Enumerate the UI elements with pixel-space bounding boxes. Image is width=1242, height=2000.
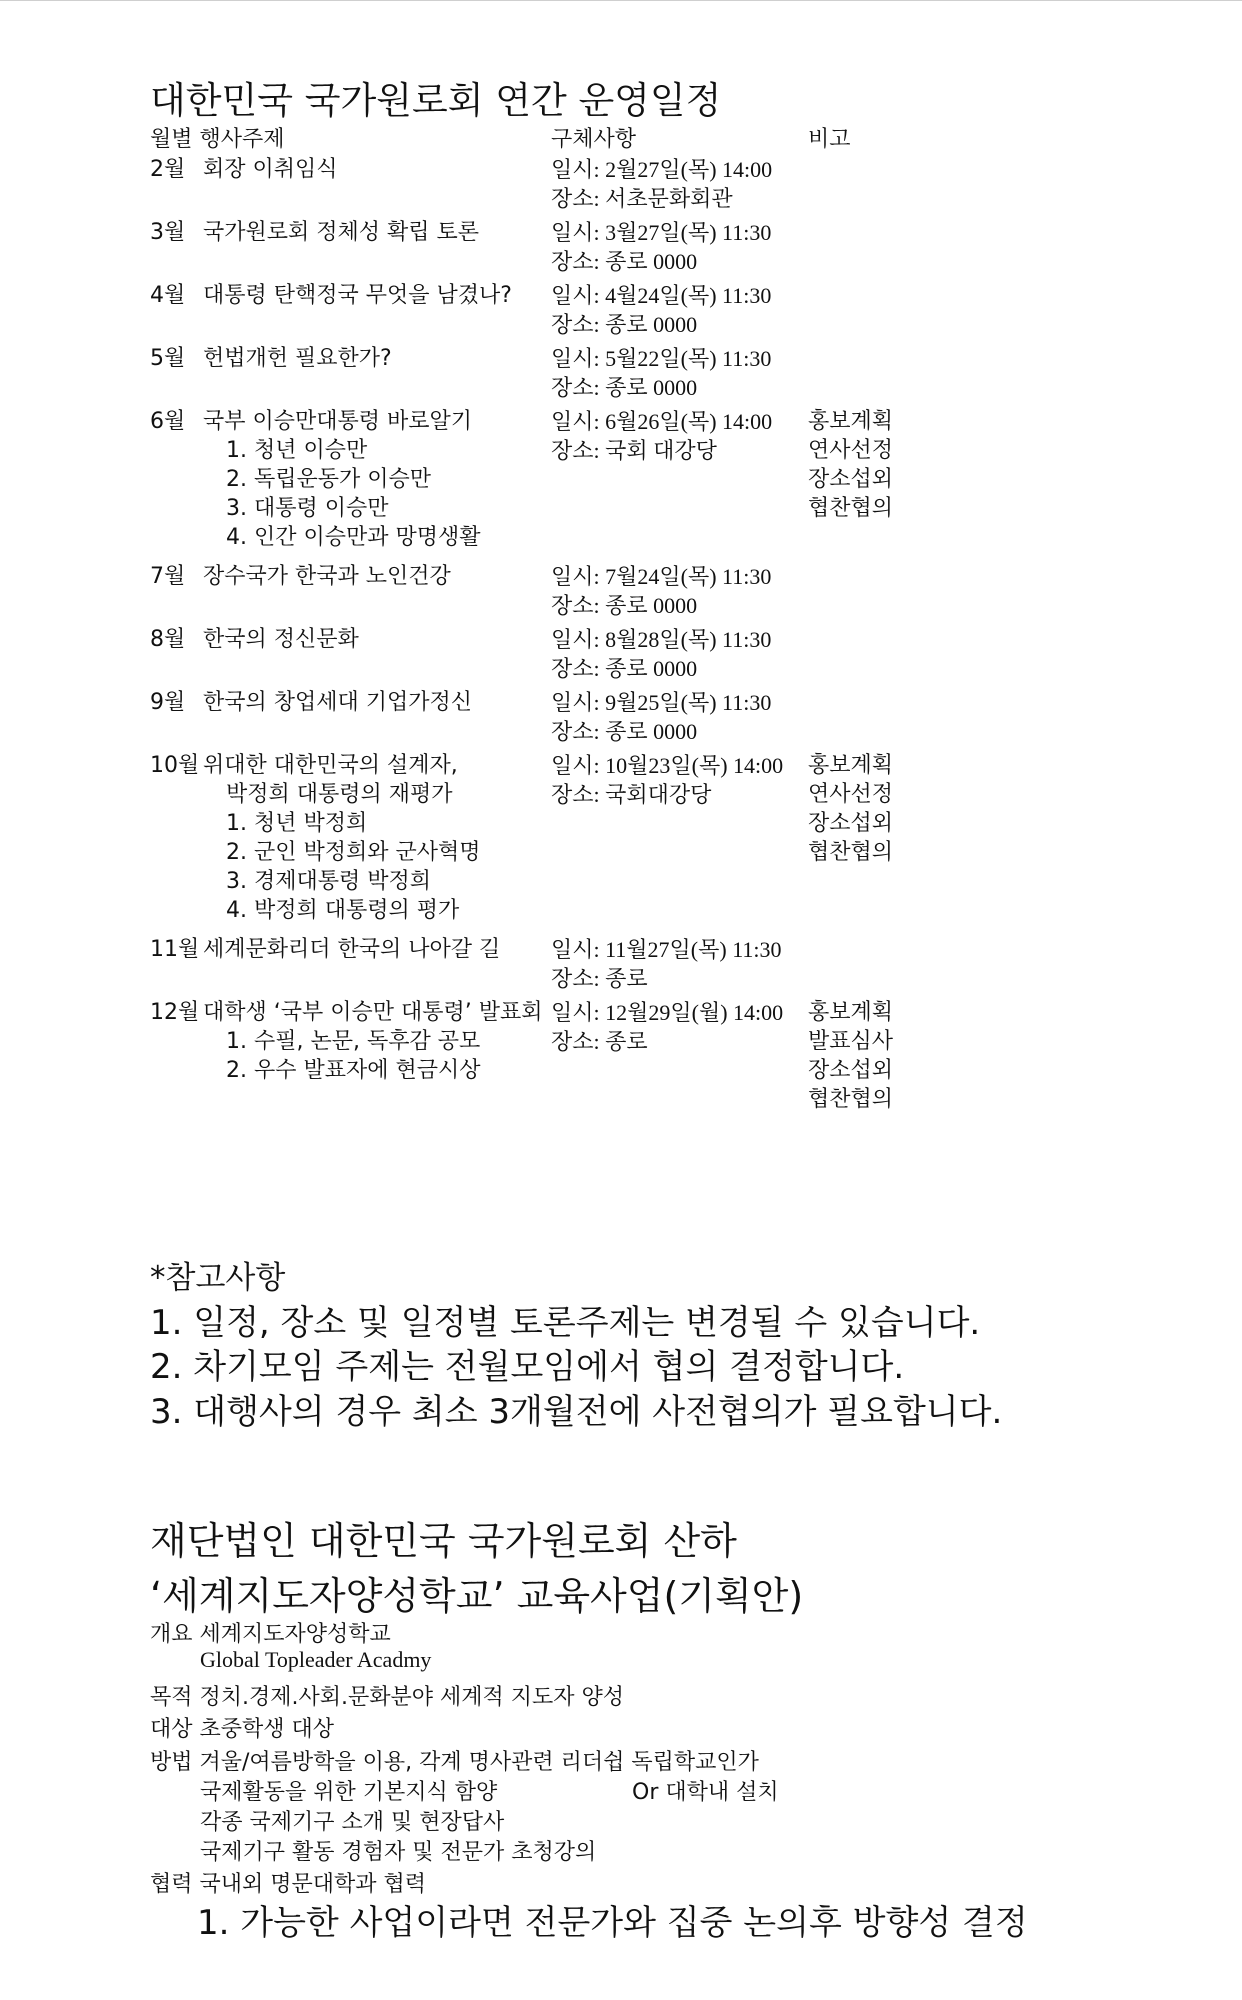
row-theme: 한국의 정신문화 <box>203 627 359 652</box>
note-2: 2. 차기모임 주제는 전월모임에서 협의 결정합니다. <box>150 1347 905 1387</box>
row-month: 8월 <box>150 627 186 652</box>
row-theme: 위대한 대한민국의 설계자, <box>203 753 458 778</box>
row-venue: 장소: 종로 <box>551 966 648 991</box>
row-datetime: 일시: 3월27일(목) 11:30 <box>551 220 772 245</box>
business-overview: 개요 세계지도자양성학교 <box>150 1622 391 1647</box>
row-subitem: 1. 수필, 논문, 독후감 공모 <box>226 1029 481 1054</box>
row-subitem: 1. 청년 박정희 <box>226 811 368 836</box>
note-1: 1. 일정, 장소 및 일정별 토론주제는 변경될 수 있습니다. <box>150 1303 981 1343</box>
row-theme: 대통령 탄핵정국 무엇을 남겼나? <box>203 283 512 308</box>
row-remark: 협찬협의 <box>808 1087 894 1112</box>
row-month: 3월 <box>150 220 186 245</box>
row-subitem: 3. 경제대통령 박정희 <box>226 869 431 894</box>
row-month: 10월 <box>150 753 200 778</box>
row-subitem: 2. 우수 발표자에 현금시상 <box>226 1058 481 1083</box>
row-venue: 장소: 종로 0000 <box>551 375 698 400</box>
row-datetime: 일시: 2월27일(목) 14:00 <box>551 157 773 182</box>
row-venue: 장소: 서초문화회관 <box>551 186 733 211</box>
row-datetime: 일시: 5월22일(목) 11:30 <box>551 346 772 371</box>
business-english-name: Global Topleader Acadmy <box>200 1647 432 1672</box>
row-venue: 장소: 종로 0000 <box>551 656 698 681</box>
row-remark: 장소섭외 <box>808 467 894 492</box>
row-remark: 홍보계획 <box>808 753 894 778</box>
business-method-line4: 국제기구 활동 경험자 및 전문가 초청강의 <box>200 1840 597 1865</box>
header-remark: 비고 <box>808 127 851 152</box>
top-border <box>0 0 1242 1</box>
row-remark: 장소섭외 <box>808 1058 894 1083</box>
notes-title: *참고사항 <box>150 1260 286 1296</box>
row-datetime: 일시: 12월29일(월) 14:00 <box>551 1000 784 1025</box>
row-remark: 연사선정 <box>808 438 894 463</box>
row-theme: 국가원로회 정체성 확립 토론 <box>203 220 480 245</box>
row-subitem: 2. 군인 박정희와 군사혁명 <box>226 840 481 865</box>
row-month: 6월 <box>150 409 186 434</box>
row-datetime: 일시: 6월26일(목) 14:00 <box>551 409 773 434</box>
row-month: 5월 <box>150 346 186 371</box>
business-final-note: 1. 가능한 사업이라면 전문가와 집중 논의후 방향성 결정 <box>197 1903 1028 1943</box>
row-remark: 협찬협의 <box>808 840 894 865</box>
business-method-line3: 각종 국제기구 소개 및 현장답사 <box>200 1810 505 1835</box>
row-venue: 장소: 종로 0000 <box>551 312 698 337</box>
row-remark: 협찬협의 <box>808 496 894 521</box>
row-venue: 장소: 국회 대강당 <box>551 438 717 463</box>
business-cooperation: 협력 국내외 명문대학과 협력 <box>150 1872 427 1897</box>
business-method: 방법 겨울/여름방학을 이용, 각계 명사관련 리더쉽 독립학교인가 <box>150 1750 759 1775</box>
row-month: 4월 <box>150 283 186 308</box>
row-theme: 회장 이취임식 <box>203 157 338 182</box>
row-venue: 장소: 종로 0000 <box>551 593 698 618</box>
business-title-line2: ‘세계지도자양성학교’ 교육사업(기획안) <box>150 1574 804 1618</box>
row-datetime: 일시: 11월27일(목) 11:30 <box>551 937 782 962</box>
row-datetime: 일시: 8월28일(목) 11:30 <box>551 627 772 652</box>
header-detail: 구체사항 <box>551 127 637 152</box>
row-subitem: 3. 대통령 이승만 <box>226 496 389 521</box>
row-venue: 장소: 종로 0000 <box>551 249 698 274</box>
row-remark: 장소섭외 <box>808 811 894 836</box>
row-month: 11월 <box>150 937 200 962</box>
row-remark: 발표심사 <box>808 1029 894 1054</box>
row-venue: 장소: 종로 <box>551 1029 648 1054</box>
row-month: 7월 <box>150 564 186 589</box>
row-subitem: 박정희 대통령의 재평가 <box>226 782 453 807</box>
row-venue: 장소: 종로 0000 <box>551 719 698 744</box>
row-subitem: 1. 청년 이승만 <box>226 438 368 463</box>
row-month: 2월 <box>150 157 186 182</box>
row-theme: 한국의 창업세대 기업가정신 <box>203 690 473 715</box>
row-venue: 장소: 국회대강당 <box>551 782 712 807</box>
business-title-line1: 재단법인 대한민국 국가원로회 산하 <box>150 1519 737 1563</box>
business-target: 대상 초중학생 대상 <box>150 1717 335 1742</box>
row-datetime: 일시: 10월23일(목) 14:00 <box>551 753 784 778</box>
row-theme: 헌법개헌 필요한가? <box>203 346 392 371</box>
note-3: 3. 대행사의 경우 최소 3개월전에 사전협의가 필요합니다. <box>150 1392 1003 1432</box>
row-theme: 장수국가 한국과 노인건강 <box>203 564 451 589</box>
row-datetime: 일시: 9월25일(목) 11:30 <box>551 690 772 715</box>
row-subitem: 4. 박정희 대통령의 평가 <box>226 898 460 923</box>
row-remark: 연사선정 <box>808 782 894 807</box>
row-datetime: 일시: 7월24일(목) 11:30 <box>551 564 772 589</box>
business-purpose: 목적 정치.경제.사회.문화분야 세계적 지도자 양성 <box>150 1685 624 1710</box>
business-method-line2: 국제활동을 위한 기본지식 함양 <box>200 1780 498 1805</box>
row-theme: 국부 이승만대통령 바로알기 <box>203 409 473 434</box>
row-subitem: 2. 독립운동가 이승만 <box>226 467 431 492</box>
row-theme: 세계문화리더 한국의 나아갈 길 <box>203 937 501 962</box>
row-month: 9월 <box>150 690 186 715</box>
row-datetime: 일시: 4월24일(목) 11:30 <box>551 283 772 308</box>
row-month: 12월 <box>150 1000 200 1025</box>
header-theme: 월별 행사주제 <box>150 127 285 152</box>
row-remark: 홍보계획 <box>808 1000 894 1025</box>
row-subitem: 4. 인간 이승만과 망명생활 <box>226 525 481 550</box>
row-remark: 홍보계획 <box>808 409 894 434</box>
document-title: 대한민국 국가원로회 연간 운영일정 <box>150 79 722 122</box>
row-theme: 대학생 ‘국부 이승만 대통령’ 발표회 <box>203 1000 543 1025</box>
business-method-alt: Or 대학내 설치 <box>632 1780 779 1805</box>
